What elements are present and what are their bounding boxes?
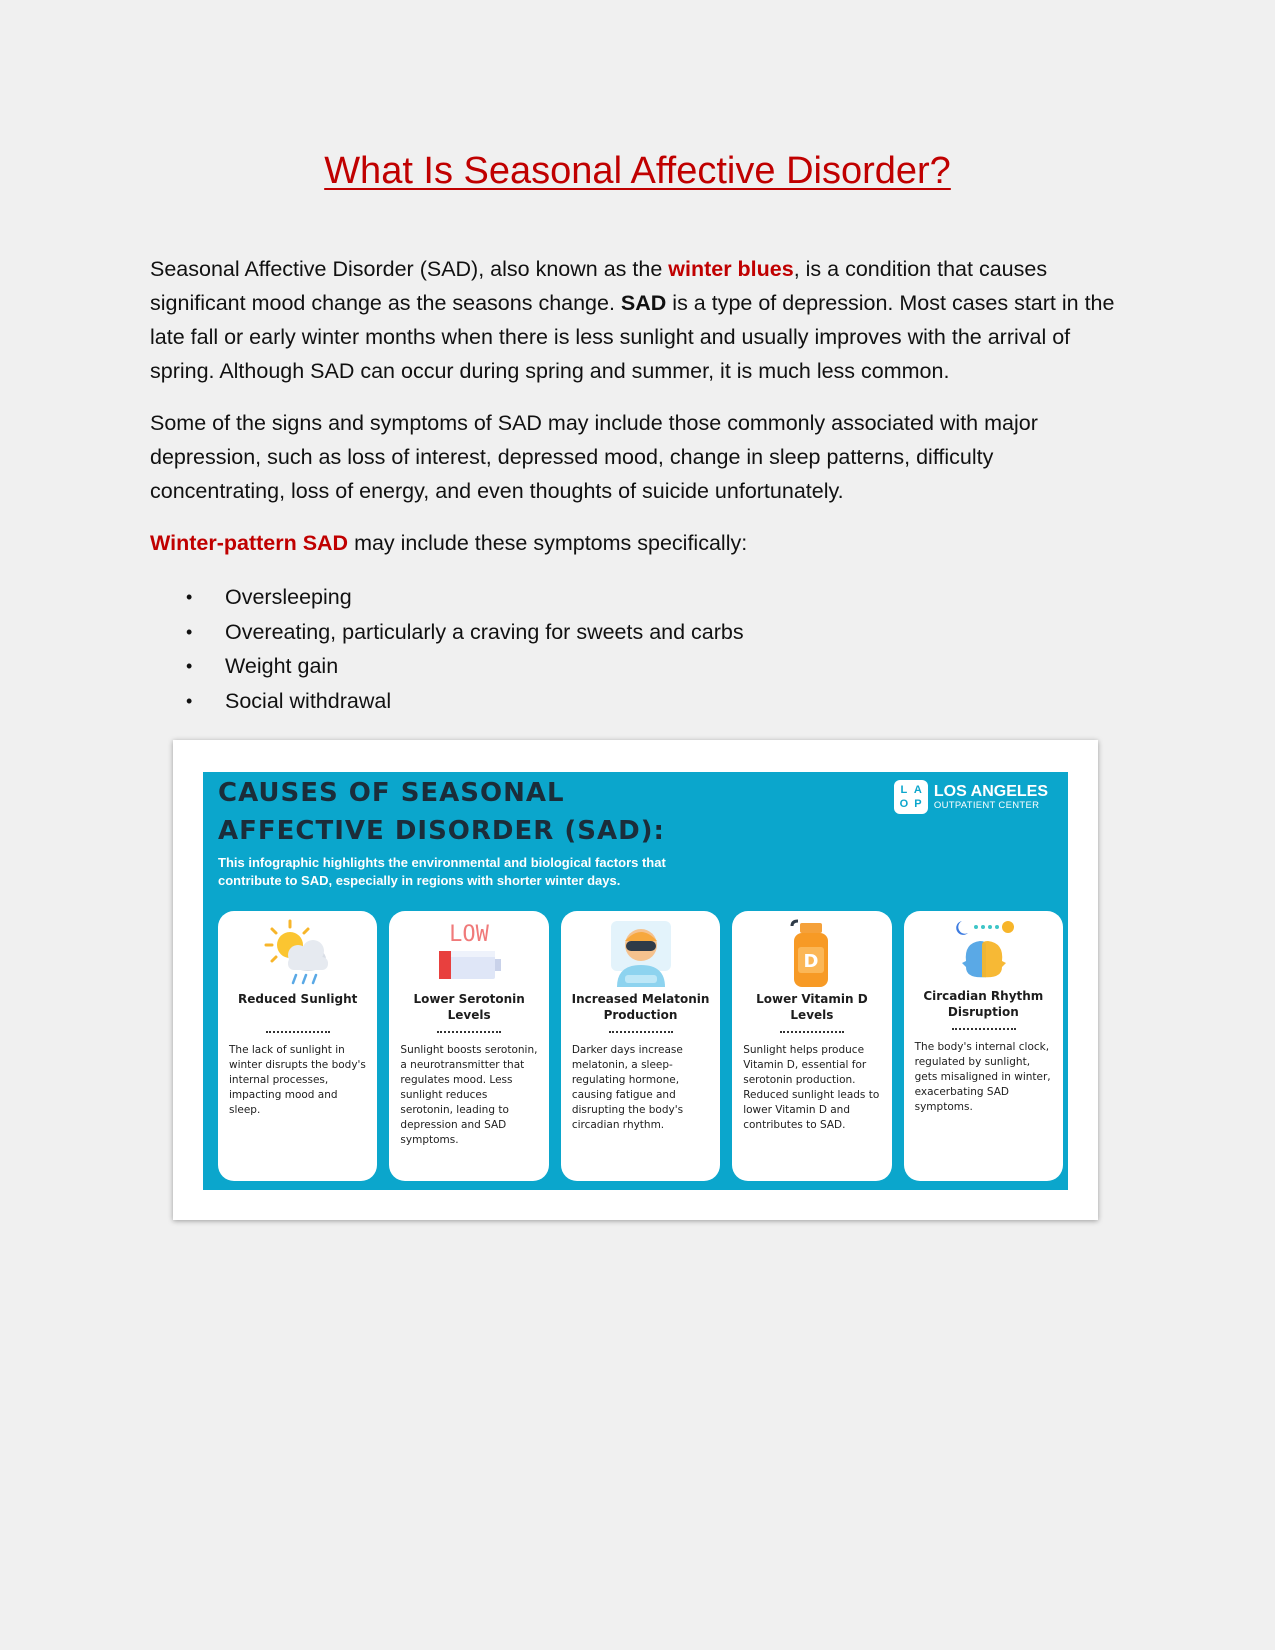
list-item bbox=[150, 684, 1050, 719]
divider bbox=[437, 1031, 501, 1033]
list-item bbox=[150, 580, 1050, 615]
cause-card bbox=[904, 911, 1063, 1181]
intro-paragraph bbox=[150, 252, 1130, 388]
logo-letter: A bbox=[913, 783, 922, 796]
cause-card bbox=[732, 911, 891, 1181]
divider bbox=[609, 1031, 673, 1033]
d-label: D bbox=[803, 951, 819, 972]
infographic-subtitle: This infographic highlights the environmental and biological factors that contribute to SAD, especially in regions with shorter winter days. bbox=[218, 855, 666, 888]
low-label: LOW bbox=[449, 922, 490, 947]
divider bbox=[952, 1028, 1016, 1030]
card-title: Lower Vitamin D Levels bbox=[756, 992, 868, 1022]
card-text: The lack of sunlight in winter disrupts the body's internal processes, impacting mood and sleep. bbox=[229, 1044, 366, 1116]
page-title: What Is Seasonal Affective Disorder? bbox=[324, 150, 951, 192]
sun-cloud-icon bbox=[258, 917, 338, 991]
infographic-title-line2: AFFECTIVE DISORDER (SAD): bbox=[218, 816, 665, 846]
card-text: Sunlight helps produce Vitamin D, essential for serotonin production. Reduced sunlight leads to lower Vitamin D and contributes to SAD. bbox=[743, 1044, 880, 1131]
symptoms-paragraph: Some of the signs and symptoms of SAD may include those commonly associated with major depression, such as loss of interest, depressed mood, change in sleep patterns, difficulty concentrating, loss of energy, and even thoughts of suicide unfortunately. bbox=[150, 411, 1038, 503]
winter-pattern-text: may include these symptoms specifically: bbox=[348, 531, 748, 555]
intro-text-end: is a type of depression. Most cases start in the late fall or early winter months when there is less sunlight and usually improves with the arrival of spring. Although SAD can occur during spring and summer, it is much less common. bbox=[150, 291, 1115, 383]
winter-pattern-paragraph bbox=[150, 526, 1130, 560]
brand-name: LOS ANGELES bbox=[933, 782, 1048, 800]
list-item-text: Social withdrawal bbox=[225, 688, 392, 713]
divider bbox=[780, 1031, 844, 1033]
laop-logo-icon bbox=[894, 780, 928, 814]
infographic-title bbox=[218, 774, 738, 850]
card-text: The body's internal clock, regulated by sunlight, gets misaligned in winter, exacerbating SAD symptoms. bbox=[914, 1041, 1051, 1113]
list-item bbox=[150, 615, 1050, 650]
bullet-icon: • bbox=[186, 656, 193, 676]
cause-card bbox=[561, 911, 720, 1181]
sleep-mask-icon bbox=[601, 917, 681, 991]
list-item-text: Weight gain bbox=[225, 654, 339, 678]
bullet-icon: • bbox=[186, 587, 193, 607]
winter-pattern-highlight: Winter-pattern SAD bbox=[150, 531, 349, 555]
bullet-icon: • bbox=[186, 690, 193, 711]
card-title: Circadian Rhythm Disruption bbox=[923, 989, 1044, 1019]
logo-letter: O bbox=[899, 797, 909, 810]
infographic-image bbox=[173, 740, 1098, 1220]
sad-bold: SAD bbox=[620, 291, 667, 315]
list-item-text: Oversleeping bbox=[225, 585, 352, 609]
divider bbox=[266, 1031, 330, 1033]
card-title: Reduced Sunlight bbox=[238, 992, 358, 1006]
circadian-heads-icon bbox=[944, 917, 1024, 991]
card-text: Darker days increase melatonin, a sleep-regulating hormone, causing fatigue and disrupting the body's circadian rhythm. bbox=[571, 1044, 684, 1131]
logo-letter: L bbox=[900, 783, 908, 796]
brand-logo bbox=[894, 780, 1048, 814]
intro-text-middle: , is a condition that causes significant mood change as the seasons change. bbox=[150, 257, 1048, 315]
cause-card bbox=[389, 911, 548, 1181]
symptom-list bbox=[150, 580, 1050, 718]
card-title: Lower Serotonin Levels bbox=[413, 992, 525, 1022]
card-title: Increased Melatonin Production bbox=[571, 992, 710, 1022]
vitamin-d-bottle-icon bbox=[772, 917, 852, 991]
intro-text-start: Seasonal Affective Disorder (SAD), also known as the bbox=[150, 257, 669, 281]
bullet-icon: • bbox=[186, 621, 193, 642]
cause-card bbox=[218, 911, 377, 1181]
list-item-text: Overeating, particularly a craving for sweets and carbs bbox=[225, 619, 744, 644]
infographic-title-line1: CAUSES OF SEASONAL bbox=[218, 778, 565, 808]
list-item bbox=[150, 649, 1050, 684]
low-battery-icon bbox=[429, 917, 509, 991]
brand-subtitle: OUTPATIENT CENTER bbox=[933, 799, 1040, 811]
logo-letter: P bbox=[914, 797, 922, 810]
card-text: Sunlight boosts serotonin, a neurotransmitter that regulates mood. Less sunlight reduces serotonin, leading to depression and SAD symptoms. bbox=[400, 1044, 538, 1146]
infographic-panel bbox=[203, 772, 1068, 1190]
cause-cards bbox=[218, 911, 1063, 1181]
winter-blues-highlight: winter blues bbox=[668, 257, 794, 281]
